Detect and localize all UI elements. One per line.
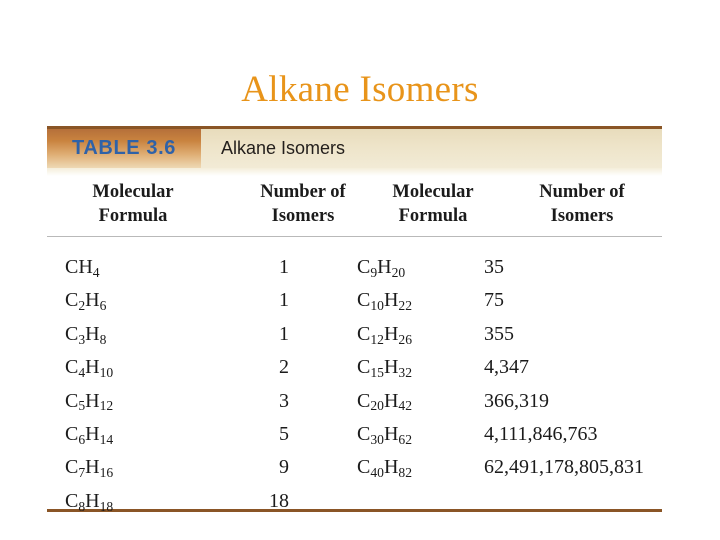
column-header-line1: Number of [260, 182, 346, 202]
column-header-molecular-formula-2 [353, 180, 513, 228]
molecular-formula-cell: $C_8H_{18}$ [65, 489, 114, 514]
column-header-line2: Formula [398, 206, 468, 226]
isomer-count-cell: 3 [279, 389, 289, 412]
column-molecular-formula-right [357, 251, 477, 485]
column-isomer-count-right [484, 251, 704, 485]
molecular-formula-cell: $C_2H_6$ [65, 289, 107, 314]
molecular-formula-cell: $C_9H_{20}$ [357, 256, 406, 280]
molecular-formula-cell: $C_{12}H_{26}$ [357, 322, 412, 347]
column-header-line2: Formula [98, 206, 168, 226]
table-header-band [47, 129, 662, 168]
column-header-line2: Isomers [271, 206, 335, 226]
table-body [47, 237, 662, 514]
isomer-count-cell: 62,491,178,805,831 [484, 456, 644, 479]
molecular-formula-cell: $C_4H_{10}$ [65, 356, 114, 380]
isomer-count-cell: 355 [484, 322, 514, 345]
molecular-formula-cell: $C_{10}H_{22}$ [357, 289, 412, 314]
isomer-count-cell: 366,319 [484, 389, 549, 412]
column-header-molecular-formula-1 [53, 180, 213, 228]
isomer-count-cell: 1 [279, 322, 289, 345]
table-header-fade [47, 168, 662, 176]
page-title: Alkane Isomers [241, 69, 479, 110]
isomer-count-cell: 4,347 [484, 356, 529, 379]
molecular-formula-cell: $C_{30}H_{62}$ [357, 422, 412, 447]
molecular-formula-cell: $CH_4$ [65, 256, 100, 280]
molecular-formula-cell: $C_3H_8$ [65, 322, 107, 347]
table-number-block [47, 129, 201, 168]
table-caption: Alkane Isomers [221, 138, 346, 158]
column-isomer-count-left [205, 251, 289, 518]
molecular-formula-cell: $C_{15}H_{32}$ [357, 356, 412, 380]
isomer-count-cell: 1 [279, 289, 289, 312]
column-molecular-formula-left [65, 251, 205, 518]
molecular-formula-cell: $C_6H_{14}$ [65, 422, 114, 447]
table-number-label: TABLE 3.6 [72, 137, 176, 159]
molecular-formula-cell: $C_5H_{12}$ [65, 389, 114, 414]
molecular-formula-cell: $C_7H_{16}$ [65, 456, 114, 481]
column-header-line1: Molecular [392, 182, 474, 202]
molecular-formula-cell: $C_{20}H_{42}$ [357, 389, 412, 414]
isomer-count-cell: 75 [484, 289, 504, 312]
column-header-row [47, 180, 662, 236]
alkane-isomers-table [47, 126, 662, 512]
column-header-line2: Isomers [550, 206, 614, 226]
column-header-number-of-isomers-2 [502, 180, 662, 228]
isomer-count-cell: 1 [279, 256, 289, 278]
isomer-count-cell: 4,111,846,763 [484, 422, 598, 445]
column-header-line1: Number of [539, 182, 625, 202]
isomer-count-cell: 35 [484, 256, 504, 278]
isomer-count-cell: 18 [269, 489, 289, 512]
isomer-count-cell: 2 [279, 356, 289, 379]
isomer-count-cell: 5 [279, 422, 289, 445]
column-header-line1: Molecular [92, 182, 174, 202]
molecular-formula-cell: $C_{40}H_{82}$ [357, 456, 412, 481]
isomer-count-cell: 9 [279, 456, 289, 479]
